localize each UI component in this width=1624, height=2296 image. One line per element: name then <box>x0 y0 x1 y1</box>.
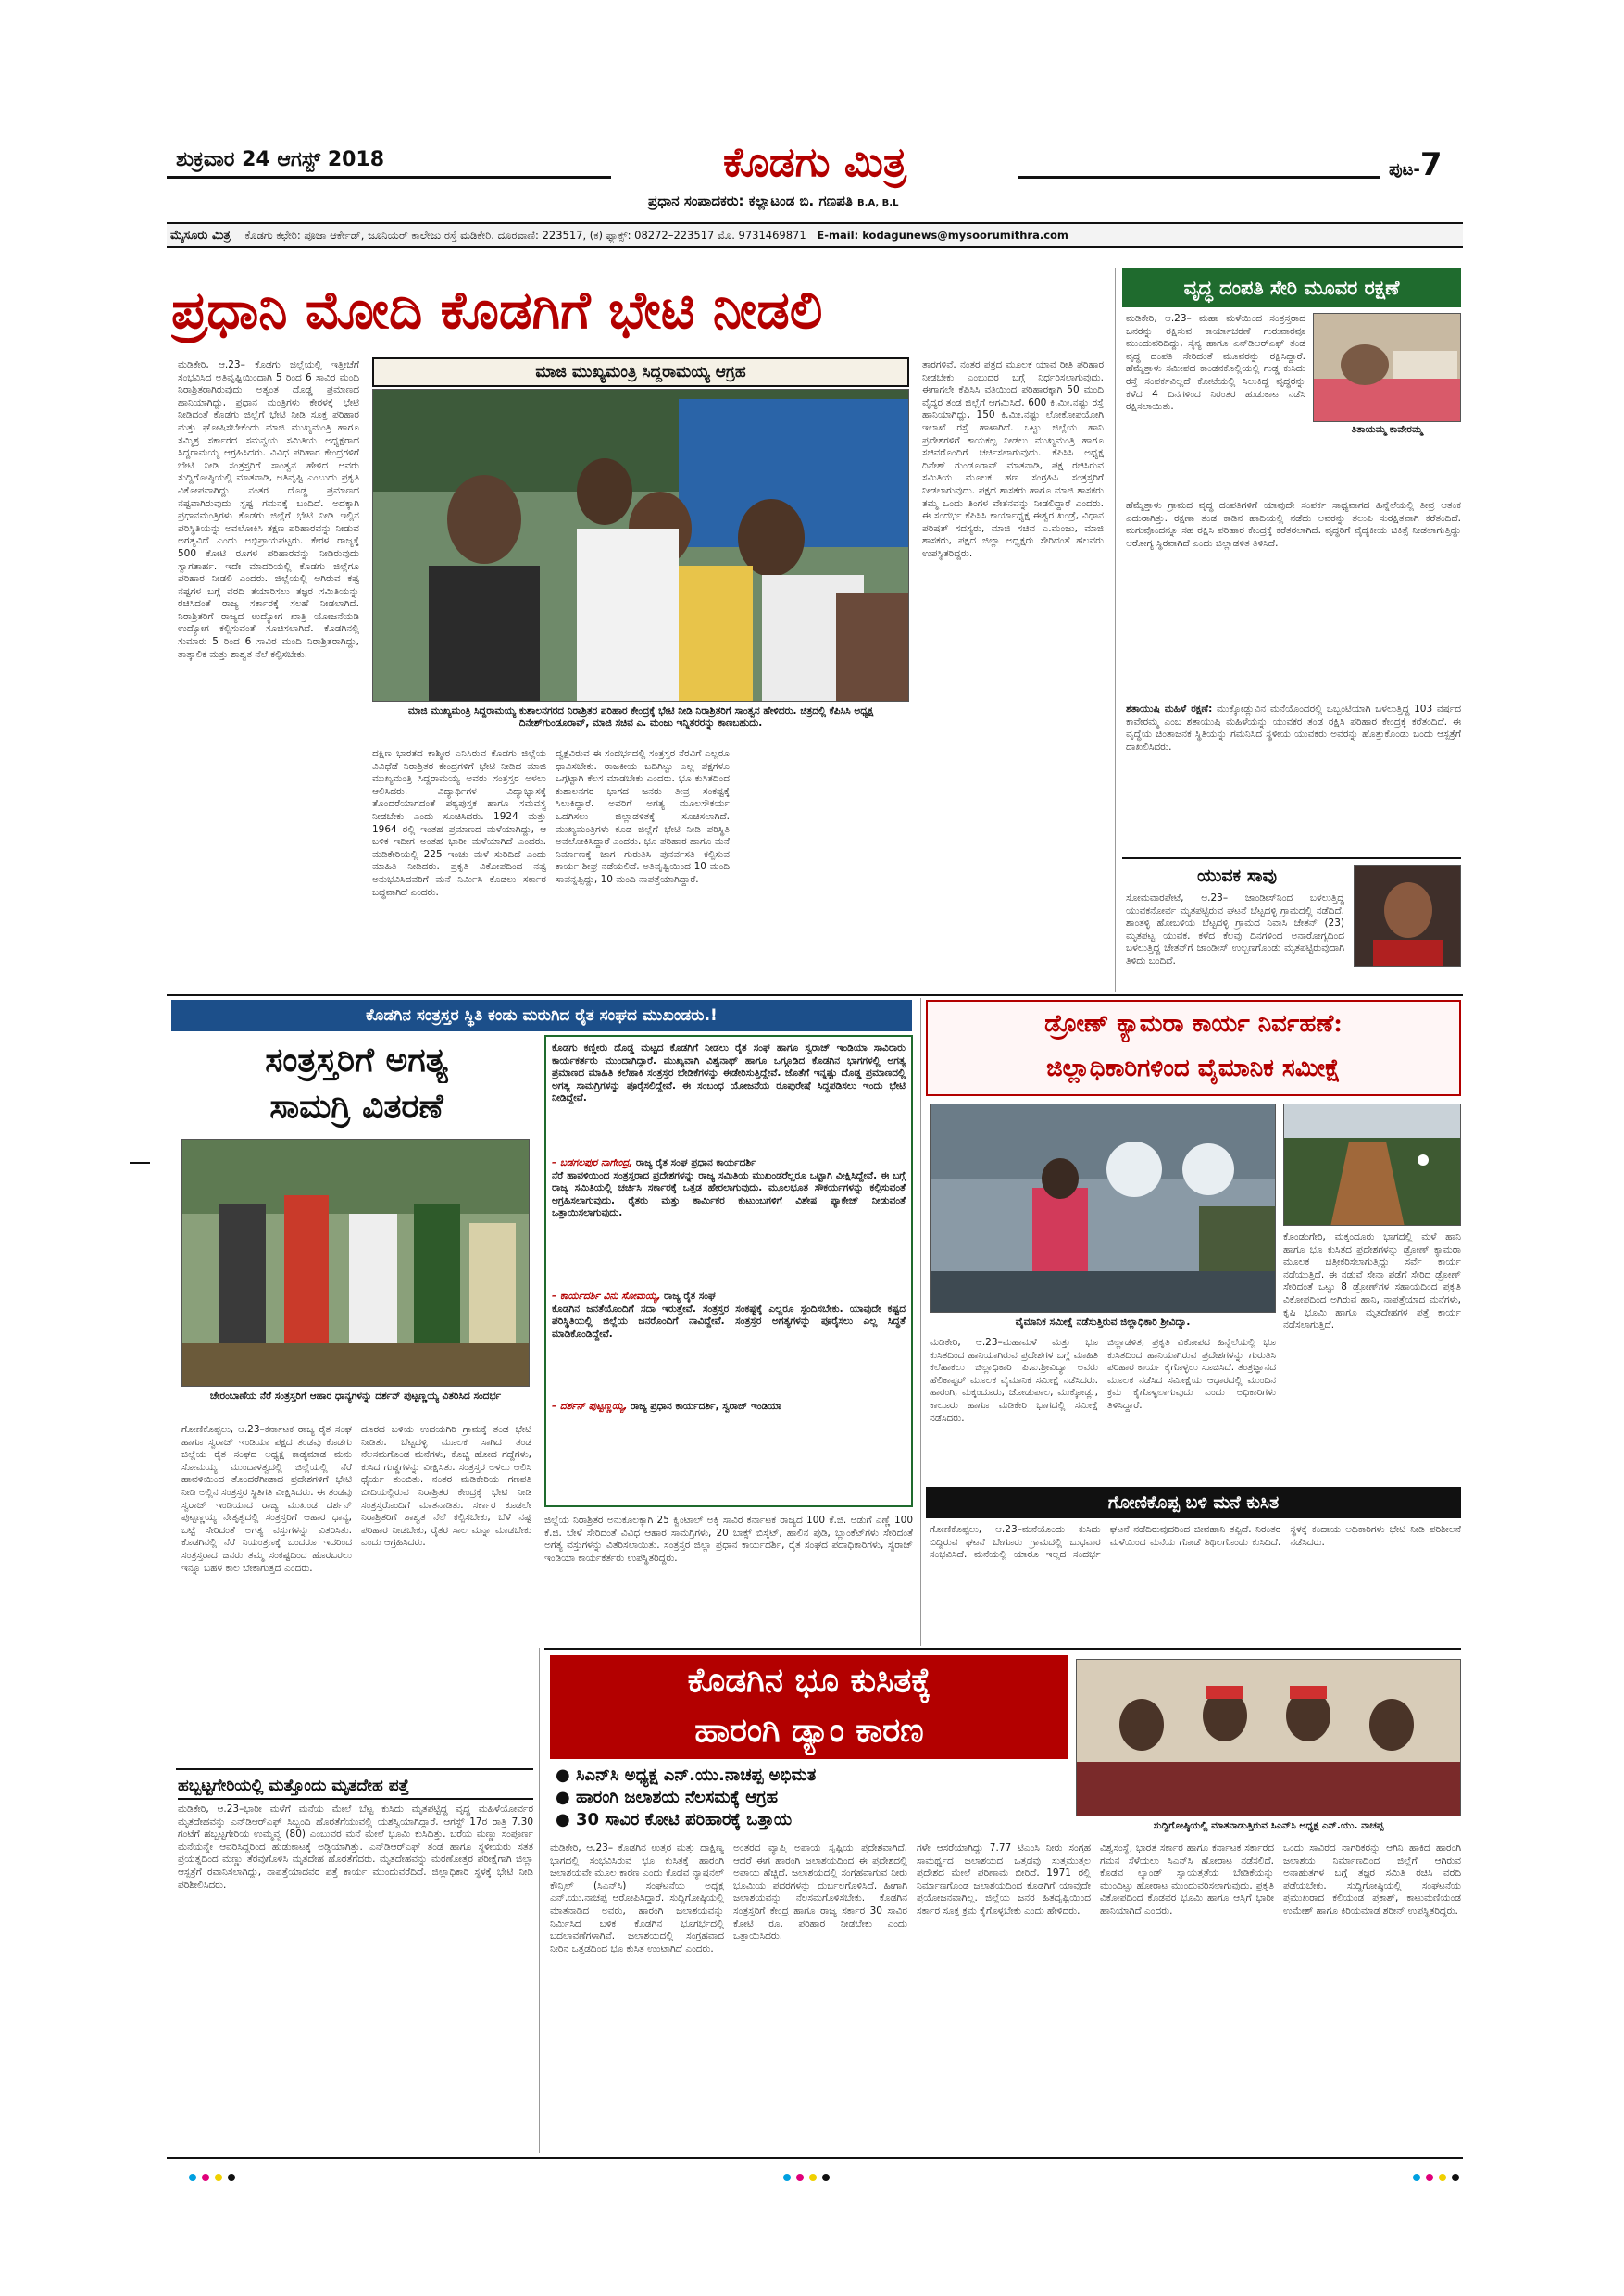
editor-line <box>648 193 898 209</box>
gonikoppa-text: ಗೋಣಿಕೊಪ್ಪಲು, ಆ.23–ಮನೆಯೊಂದು ಕುಸಿದು ಬಿದ್ದಿರುವ ಘಟನೆ ಬೇಗೂರು ಗ್ರಾಮದಲ್ಲಿ ಬುಧವಾರ ಸಂಭವಿಸಿದೆ. ಮನೆಯಲ್ಲಿ ಯಾರೂ ಇಲ್ಲದ ಸಂದರ್ಭ ಘಟನೆ ನಡೆದಿರುವುದರಿಂದ ಜೀವಹಾನಿ ತಪ್ಪಿದೆ. ನಿರಂತರ ಮಳೆಯಿಂದ ಮನೆಯ ಗೋಡೆ ಶಿಥಿಲಗೊಂಡು ಕುಸಿದಿದೆ. ಸ್ಥಳಕ್ಕೆ ಕಂದಾಯ ಅಧಿಕಾರಿಗಳು ಭೇಟಿ ನೀಡಿ ಪರಿಶೀಲನೆ ನಡೆಸಿದರು. <box>930 1524 1461 1561</box>
editor-degree: B.A, B.L <box>857 198 899 208</box>
quote-2-attrib <box>552 1291 906 1304</box>
margin-tick <box>130 1162 150 1164</box>
quote-2-role: ರಾಜ್ಯ ರೈತ ಸಂಘ <box>664 1291 716 1302</box>
quote-2-text: ಕೊಡಗಿನ ಜನತೆಯೊಂದಿಗೆ ಸದಾ ಇರುತ್ತೇವೆ. ಸಂತ್ರಸ್ತರ ಸಂಕಷ್ಟಕ್ಕೆ ಎಲ್ಲರೂ ಸ್ಪಂದಿಸಬೇಕು. ಯಾವುದೇ ಕಷ್ಟದ ಪರಿಸ್ಥಿತಿಯಲ್ಲಿ ಜಿಲ್ಲೆಯ ಜನರೊಂದಿಗೆ ನಾವಿದ್ದೇವೆ. ಸಂತ್ರಸ್ತರ ಅಗತ್ಯಗಳನ್ನು ಪೂರೈಸಲು ಎಲ್ಲ ಸಿದ್ಧತೆ ಮಾಡಿಕೊಂಡಿದ್ದೇವೆ. <box>552 1303 906 1340</box>
harangi-bullet-1: ● ಸಿಎನ್‌ಸಿ ಅಧ್ಯಕ್ಷ ಎನ್.ಯು.ನಾಚಪ್ಪ ಅಭಿಮತ <box>556 1766 817 1785</box>
divider-sub-story <box>176 1768 533 1770</box>
lead-photo-caption: ಮಾಜಿ ಮುಖ್ಯಮಂತ್ರಿ ಸಿದ್ದರಾಮಯ್ಯ ಕುಶಾಲನಗರದ ನಿರಾಶ್ರಿತರ ಪರಿಹಾರ ಕೇಂದ್ರಕ್ಕೆ ಭೇಟಿ ನೀಡಿ ನಿರಾಶ್ರಿತರಿಗೆ ಸಾಂತ್ವನ ಹೇಳಿದರು. ಚಿತ್ರದಲ್ಲಿ ಕೆಪಿಸಿಸಿ ಅಧ್ಯಕ್ಷ ದಿನೇಶ್‌ಗುಂಡೂರಾವ್, ಮಾಜಿ ಸಚಿವ ಎ. ಮಂಜು ಇನ್ನಿತರರನ್ನು ಕಾಣಬಹುದು. <box>407 705 874 729</box>
drone-headline-line1: ಡ್ರೋಣ್ ಕ್ಯಾಮರಾ ಕಾರ್ಯ ನಿರ್ವಹಣೆ: <box>1044 1010 1343 1038</box>
lead-column-4: ತಾರಗಳಿವೆ. ನಂತರ ಪತ್ರದ ಮೂಲಕ ಯಾವ ರೀತಿ ಪರಿಹಾರ ನೀಡಬೇಕು ಎಂಬುದರ ಬಗ್ಗೆ ನಿರ್ಧರಿಸಲಾಗುವುದು. ಈಗಾಗಲೇ ಕೆಪಿಸಿಸಿ ವತಿಯಿಂದ ಪರಿಹಾರಕ್ಕಾಗಿ 50 ಮಂದಿ ವೈದ್ಯರ ತಂಡ ಜಿಲ್ಲೆಗೆ ಆಗಮಿಸಿದೆ. 600 ಕಿ.ಮೀ.ನಷ್ಟು ರಸ್ತೆ ಹಾನಿಯಾಗಿದ್ದು, 150 ಕಿ.ಮೀ.ನಷ್ಟು ಲೋಕೋಪಯೋಗಿ ಇಲಾಖೆ ರಸ್ತೆ ಹಾಳಾಗಿದೆ. ಒಟ್ಟು ಜಿಲ್ಲೆಯ ಹಾನಿ ಪ್ರದೇಶಗಳಿಗೆ ಕಾಯಕಲ್ಪ ನೀಡಲು ಮುಖ್ಯಮಂತ್ರಿ ಹಾಗೂ ಸಚಿವರೊಂದಿಗೆ ಚರ್ಚಿಸಲಾಗುವುದು. ಕೆಪಿಸಿಸಿ ಅಧ್ಯಕ್ಷ ದಿನೇಶ್ ಗುಂಡೂರಾವ್ ಮಾತನಾಡಿ, ಪಕ್ಷ ರಚಿಸಿರುವ ಸಮಿತಿಯ ಮೂಲಕ ಹಣ ಸಂಗ್ರಹಿಸಿ ಸಂತ್ರಸ್ತರಿಗೆ ನೀಡಲಾಗುವುದು. ಪಕ್ಷದ ಶಾಸಕರು ಹಾಗೂ ಮಾಜಿ ಶಾಸಕರು ತಮ್ಮ ಒಂದು ತಿಂಗಳ ವೇತನವನ್ನು ನೀಡಲಿದ್ದಾರೆ ಎಂದರು. ಈ ಸಂದರ್ಭ ಕೆಪಿಸಿಸಿ ಕಾರ್ಯಾಧ್ಯಕ್ಷ ಈಶ್ವರ ಖಂಡ್ರೆ, ವಿಧಾನ ಪರಿಷತ್ ಸದಸ್ಯರು, ಮಾಜಿ ಸಚಿವ ಎ.ಮಂಜು, ಮಾಜಿ ಶಾಸಕರು, ಪಕ್ಷದ ಜಿಲ್ಲಾ ಅಧ್ಯಕ್ಷರು ಸೇರಿದಂತೆ ಹಲವರು ಉಪಸ್ಥಿತರಿದ್ದರು. <box>922 359 1104 559</box>
youth-death-headline: ಯುವಕ ಸಾವು <box>1196 866 1278 886</box>
color-registration-marks <box>185 2170 1463 2185</box>
issue-date: ಶುಕ್ರವಾರ 24 ಆಗಸ್ಟ್ 2018 <box>176 148 385 171</box>
elderly-photo-caption: ತಿತಾಯಮ್ಮ ಕಾವೇರಮ್ಮ <box>1351 424 1423 435</box>
harangi-col-5: ಒಂದು ಸಾವಿರದ ನಾಗರಿಕರನ್ನು ಆಗಿನಿ ಹಾಕಿದ ಹಾರಂಗಿ ಜಲಾಶಯ ನಿರ್ಮಾಣದಿಂದ ಜಿಲ್ಲೆಗೆ ಆಗಿರುವ ಅನಾಹುತಗಳ ಬಗ್ಗೆ ತಜ್ಞರ ಸಮಿತಿ ರಚಿಸಿ ವರದಿ ಪಡೆಯಬೇಕು. ಸುದ್ದಿಗೋಷ್ಠಿಯಲ್ಲಿ ಸಂಘಟನೆಯ ಪ್ರಮುಖರಾದ ಕಲಿಯಂಡ ಪ್ರಕಾಶ್, ಕಾಟುಮಣಿಯಂಡ ಉಮೇಶ್ ಹಾಗೂ ಕಿರಿಯಮಾಡ ಶರೀನ್ ಉಪಸ್ಥಿತರಿದ್ದರು. <box>1283 1842 1461 1916</box>
farmers-headline-line1: ಸಂತ್ರಸ್ತರಿಗೆ ಅಗತ್ಯ <box>265 1041 448 1079</box>
drone-body-left: ಮಡಿಕೇರಿ, ಆ.23–ಮಹಾಮಳೆ ಮತ್ತು ಭೂ ಕುಸಿತದಿಂದ ಹಾನಿಯಾಗಿರುವ ಪ್ರದೇಶಗಳ ಬಗ್ಗೆ ಮಾಹಿತಿ ಕಲೆಹಾಕಲು ಜಿಲ್ಲಾಧಿಕಾರಿ ಪಿ.ಐ.ಶ್ರೀವಿದ್ಯಾ ಅವರು ಹೆಲಿಕಾಪ್ಟರ್ ಮೂಲಕ ವೈಮಾನಿಕ ಸಮೀಕ್ಷೆ ನಡೆಸಿದರು. ಹಾರಂಗಿ, ಮಕ್ಕಂದೂರು, ಜೋಡುಪಾಲ, ಮುಕ್ಕೋಡ್ಲು, ಕಾಲೂರು ಹಾಗೂ ಮಡಿಕೇರಿ ಭಾಗದಲ್ಲಿ ಸಮೀಕ್ಷೆ ನಡೆಸಿದರು. <box>930 1337 1098 1424</box>
quote-1-name: – ಬಡಗಲಪುರ ನಾಗೇಂದ್ರ, <box>552 1157 633 1168</box>
lead-column-1: ಮಡಿಕೇರಿ, ಆ.23– ಕೊಡಗು ಜಿಲ್ಲೆಯಲ್ಲಿ ಇತ್ತೀಚೆಗೆ ಸಂಭವಿಸಿದ ಅತಿವೃಷ್ಟಿಯಿಂದಾಗಿ 5 ರಿಂದ 6 ಸಾವಿರ ಮಂದಿ ನಿರಾಶ್ರಿತರಾಗಿರುವುದು ಅತ್ಯಂತ ದೊಡ್ಡ ಪ್ರಮಾಣದ ಹಾನಿಯಾಗಿದ್ದು, ಪ್ರಧಾನ ಮಂತ್ರಿಗಳು ಕೇರಳಕ್ಕೆ ಭೇಟಿ ನೀಡಿದಂತೆ ಕೊಡಗು ಜಿಲ್ಲೆಗೆ ಭೇಟಿ ನೀಡಿ ಸೂಕ್ತ ಪರಿಹಾರ ಮತ್ತು ಘೋಷಿಸಬೇಕೆಂದು ಮಾಜಿ ಮುಖ್ಯಮಂತ್ರಿ ಹಾಗೂ ಸಮ್ಮಿಶ್ರ ಸರ್ಕಾರದ ಸಮನ್ವಯ ಸಮಿತಿಯ ಅಧ್ಯಕ್ಷರಾದ ಸಿದ್ದರಾಮಯ್ಯ ಆಗ್ರಹಿಸಿದರು. ವಿವಿಧ ಪರಿಹಾರ ಕೇಂದ್ರಗಳಿಗೆ ಭೇಟಿ ನೀಡಿ ಸಂತ್ರಸ್ತರಿಗೆ ಸಾಂತ್ವನ ಹೇಳಿದ ಅವರು ಸುದ್ದಿಗೋಷ್ಠಿಯಲ್ಲಿ ಮಾತನಾಡಿ, ಅತಿವೃಷ್ಟಿ ಎಂಬುದು ಪ್ರಕೃತಿ ವಿಕೋಪವಾಗಿದ್ದು ನಂತರ ದೊಡ್ಡ ಪ್ರಮಾಣದ ನಷ್ಟವಾಗಿರುವುದು ಸ್ಪಷ್ಟ ಗಮನಕ್ಕೆ ಬಂದಿದೆ. ಅದಕ್ಕಾಗಿ ಪ್ರಧಾನಮಂತ್ರಿಗಳು ಕೊಡಗು ಜಿಲ್ಲೆಗೆ ಭೇಟಿ ನೀಡಿ ಇಲ್ಲಿನ ಪರಿಸ್ಥಿತಿಯನ್ನು ಅವಲೋಕಿಸಿ ತಕ್ಷಣ ಪರಿಹಾರವನ್ನು ನೀಡುವ ಅಗತ್ಯವಿದೆ ಎಂದು ಅಭಿಪ್ರಾಯಪಟ್ಟರು. ಕೇರಳ ರಾಜ್ಯಕ್ಕೆ 500 ಕೋಟಿ ರೂಗಳ ಪರಿಹಾರವನ್ನು ನೀಡಿರುವುದು ಸ್ವಾಗತಾರ್ಹ. ಇದೇ ಮಾದರಿಯಲ್ಲಿ ಕೊಡಗು ಜಿಲ್ಲೆಗೂ ಪರಿಹಾರ ನೀಡಲಿ ಎಂದರು. ಜಿಲ್ಲೆಯಲ್ಲಿ ಆಗಿರುವ ಕಷ್ಟ ನಷ್ಟಗಳ ಬಗ್ಗೆ ವರದಿ ತಯಾರಿಸಲು ತಜ್ಞರ ಸಮಿತಿಯನ್ನು ರಚಿಸಿದಂತೆ ರಾಜ್ಯ ಸರ್ಕಾರಕ್ಕೆ ಸಲಹೆ ನೀಡಲಾಗಿದೆ. ನಿರಾಶ್ರಿತರಿಗೆ ರಾಜ್ಯದ ಉದ್ಯೋಗ ಖಾತ್ರಿ ಯೋಜನೆಯಡಿ ಉದ್ಯೋಗ ಕಲ್ಪಿಸುವಂತೆ ಸೂಚಿಸಲಾಗಿದೆ. ಕೊಡಗಿನಲ್ಲಿ ಸುಮಾರು 5 ರಿಂದ 6 ಸಾವಿರ ಮಂದಿ ನಿರಾಶ್ರಿತರಾಗಿದ್ದು, ತಾತ್ಕಾಲಿಕ ಮತ್ತು ಶಾಶ್ವತ ನೆಲೆ ಕಲ್ಪಿಸಬೇಕು. <box>178 359 359 660</box>
drone-headline-box <box>926 1000 1461 1096</box>
elderly-photo <box>1313 313 1461 422</box>
photo-crowd-image <box>373 390 909 702</box>
farmers-body-right: ಜಿಲ್ಲೆಯ ನಿರಾಶ್ರಿತರ ಅನುಕೂಲಕ್ಕಾಗಿ 25 ಕ್ವಿಂಟಾಲ್ ಅಕ್ಕಿ ಸಾವಿರ ಕರ್ನಾಟಕ ರಾಜ್ಯದ 100 ಕೆ.ಜಿ. ಅಡುಗೆ ಎಣ್ಣೆ 100 ಕೆ.ಜಿ. ಬೇಳೆ ಸೇರಿದಂತೆ ವಿವಿಧ ಆಹಾರ ಸಾಮಗ್ರಿಗಳು, 20 ಬಾಕ್ಸ್ ಬಿಸ್ಕೆಟ್, ಹಾಲಿನ ಪುಡಿ, ಬ್ಲಾಂಕೆಟ್‌ಗಳು ಸೇರಿದಂತೆ ಅಗತ್ಯ ವಸ್ತುಗಳನ್ನು ವಿತರಿಸಲಾಯಿತು. ಸಂತ್ರಸ್ತರ ಜಿಲ್ಲಾ ಪ್ರಧಾನ ಕಾರ್ಯದರ್ಶಿ, ರೈತ ಸಂಘದ ಪದಾಧಿಕಾರಿಗಳು, ಸ್ವರಾಜ್ ಇಂಡಿಯಾ ಕಾರ್ಯಕರ್ತರು ಉಪಸ್ಥಿತರಿದ್ದರು. <box>544 1515 913 1564</box>
divider-left-lower <box>539 1648 540 2152</box>
harangi-col-2: ಅಂತರದ ವ್ಯಾಪ್ತಿ ಅಪಾಯ ಸೃಷ್ಟಿಯ ಪ್ರದೇಶವಾಗಿದೆ. ಆದರೆ ಈಗ ಹಾರಂಗಿ ಜಲಾಶಯದಿಂದ ಈ ಪ್ರದೇಶದಲ್ಲಿ ಅಪಾಯ ಹೆಚ್ಚಿದೆ. ಜಲಾಶಯದಲ್ಲಿ ಸಂಗ್ರಹವಾಗುವ ನೀರು ಭೂಮಿಯ ಪದರಗಳನ್ನು ದುರ್ಬಲಗೊಳಿಸಿದೆ. ಹೀಗಾಗಿ ಜಲಾಶಯವನ್ನು ನೆಲಸಮಗೊಳಿಸಬೇಕು. ಕೊಡಗಿನ ಸಂತ್ರಸ್ತರಿಗೆ ಕೇಂದ್ರ ಹಾಗೂ ರಾಜ್ಯ ಸರ್ಕಾರ 30 ಸಾವಿರ ಕೋಟಿ ರೂ. ಪರಿಹಾರ ನೀಡಬೇಕು ಎಂದು ಒತ್ತಾಯಿಸಿದರು. <box>733 1842 907 1942</box>
farmers-intro: ಕೊಡಗು ಕಣ್ಣೀರು ದೊಡ್ಡ ಮಟ್ಟದ ಕೊಡಗಿಗೆ ನೀಡಲು ರೈತ ಸಂಘ ಹಾಗೂ ಸ್ವರಾಜ್ ಇಂಡಿಯಾ ಸಾವಿರಾರು ಕಾರ್ಯಕರ್ತರು ಮುಂದಾಗಿದ್ದಾರೆ. ಮುಖ್ಯವಾಗಿ ವಿಶ್ವನಾಥ್ ಹಾಗೂ ಒಗ್ಗೂಡಿದ ಕೊಡಗಿನ ಭಾಗಗಳಲ್ಲಿ ಅಗತ್ಯ ಪ್ರಮಾಣದ ಮಾಹಿತಿ ಕಲೆಹಾಕಿ ಸಂತ್ರಸ್ತರ ಬೇಡಿಕೆಗಳನ್ನು ಈಡೇರಿಸುತ್ತಿದ್ದೇವೆ. ಜೊತೆಗೆ ಇನ್ನಷ್ಟು ದೊಡ್ಡ ಪ್ರಮಾಣದಲ್ಲಿ ಅಗತ್ಯ ಸಾಮಗ್ರಿಗಳನ್ನು ಪೂರೈಸಲಿದ್ದೇವೆ. ಈ ಸಂಬಂಧ ಯೋಜನೆಯ ರೂಪುರೇಷೆ ಸಿದ್ಧಪಡಿಸಲು ಇಂದು ಭೇಟಿ ನೀಡಿದ್ದೇವೆ. <box>552 1042 906 1104</box>
photo-elderly-woman <box>1314 314 1461 422</box>
harangi-col-3: ಗಳೇ ಆಸರೆಯಾಗಿದ್ದು 7.77 ಟಿಎಂಸಿ ನೀರು ಸಂಗ್ರಹ ಸಾಮರ್ಥ್ಯದ ಜಲಾಶಯದ ಒತ್ತಡವು ಸುತ್ತಮುತ್ತಲ ಪ್ರದೇಶದ ಮೇಲೆ ಪರಿಣಾಮ ಬೀರಿದೆ. 1971 ರಲ್ಲಿ ನಿರ್ಮಾಣಗೊಂಡ ಜಲಾಶಯದಿಂದ ಕೊಡಗಿಗೆ ಯಾವುದೇ ಪ್ರಯೋಜನವಾಗಿಲ್ಲ. ಜಿಲ್ಲೆಯ ಜನರ ಹಿತದೃಷ್ಟಿಯಿಂದ ಸರ್ಕಾರ ಸೂಕ್ತ ಕ್ರಮ ಕೈಗೊಳ್ಳಬೇಕು ಎಂದು ಹೇಳಿದರು. <box>917 1842 1091 1916</box>
page-bottom-rule <box>167 2157 1463 2159</box>
page-label: ಪುಟ- <box>1389 160 1420 180</box>
harangi-bullet-list <box>556 1765 1074 1831</box>
farmers-photo <box>181 1139 530 1387</box>
masthead-right-rule <box>1018 176 1380 179</box>
quote-2-name: – ಕಾರ್ಯದರ್ಶಿ ವಿನು ಸೋಮಯ್ಯ, <box>552 1291 661 1302</box>
farmers-quote-box <box>544 1035 913 1507</box>
farmers-quote-2 <box>552 1291 906 1396</box>
photo-distribution-image <box>182 1140 530 1387</box>
page-number-box <box>1389 146 1443 183</box>
farmers-headline-line2: ಸಾಮಗ್ರಿ ವಿತರಣೆ <box>269 1087 443 1126</box>
sub-story-text: ಮಡಿಕೇರಿ, ಆ.23–ಭಾರೀ ಮಳೆಗೆ ಮನೆಯ ಮೇಲೆ ಬೆಟ್ಟ ಕುಸಿದು ಮೃತಪಟ್ಟಿದ್ದ ವೃದ್ಧ ಮಹಿಳೆಯೋರ್ವರ ಮೃತದೇಹವನ್ನು ಎನ್‌ಡಿಆರ್‌ಎಫ್ ಸಿಬ್ಬಂದಿ ಹೊರತೆಗೆಯುವಲ್ಲಿ ಯಶಸ್ವಿಯಾಗಿದ್ದಾರೆ. ಆಗಸ್ಟ್ 17ರ ರಾತ್ರಿ 7.30 ಗಂಟೆಗೆ ಹಬ್ಬಟ್ಟಗೇರಿಯ ಉಮ್ಮವ್ವ (80) ಎಂಬುವರ ಮನೆ ಮೇಲೆ ಭೂಮಿ ಕುಸಿದಿತ್ತು. ಬರೆಯ ಮಣ್ಣು ಸಂಪೂರ್ಣ ಮನೆಯನ್ನೇ ಆವರಿಸಿದ್ದರಿಂದ ಹುಡುಕಾಟಕ್ಕೆ ಅಡ್ಡಿಯಾಗಿತ್ತು. ಎನ್‌ಡಿಆರ್‌ಎಫ್ ತಂಡ ಹಾಗೂ ಸ್ಥಳೀಯರು ಸತತ ಪ್ರಯತ್ನದಿಂದ ಮಣ್ಣು ತೆರವುಗೊಳಿಸಿ ಮೃತದೇಹ ಹೊರತೆಗೆದರು. ಮೃತದೇಹವನ್ನು ಮರಣೋತ್ತರ ಪರೀಕ್ಷೆಗಾಗಿ ಜಿಲ್ಲಾ ಆಸ್ಪತ್ರೆಗೆ ರವಾನಿಸಲಾಗಿದ್ದು, ನಾಪತ್ತೆಯಾದವರ ಪತ್ತೆ ಕಾರ್ಯ ಮುಂದುವರೆದಿದೆ. ಜಿಲ್ಲಾಧಿಕಾರಿ ಸ್ಥಳಕ್ಕೆ ಭೇಟಿ ನೀಡಿ ಪರಿಶೀಲಿಸಿದರು. <box>178 1803 533 1890</box>
quote-1-text: ನೆರೆ ಹಾವಳಿಯಿಂದ ಸಂತ್ರಸ್ತರಾದ ಪ್ರದೇಶಗಳನ್ನು ರಾಜ್ಯ ಸಮಿತಿಯ ಮುಖಂಡರೆಲ್ಲರೂ ಒಟ್ಟಾಗಿ ವೀಕ್ಷಿಸಿದ್ದೇವೆ. ಈ ಬಗ್ಗೆ ರಾಜ್ಯ ಸಮಿತಿಯಲ್ಲಿ ಚರ್ಚಿಸಿ ಸರ್ಕಾರಕ್ಕೆ ಒತ್ತಡ ಹೇರಲಾಗುವುದು. ಮೂಲಭೂತ ಸೌಕರ್ಯಗಳನ್ನು ಕಲ್ಪಿಸುವಂತೆ ಆಗ್ರಹಿಸಲಾಗುವುದು. ರೈತರು ಮತ್ತು ಕಾರ್ಮಿಕರ ಕುಟುಂಬಗಳಿಗೆ ವಿಶೇಷ ಪ್ಯಾಕೇಜ್ ನೀಡುವಂತೆ ಒತ್ತಾಯಿಸಲಾಗುವುದು. <box>552 1169 906 1219</box>
photo-landslide-aerial <box>1284 1104 1461 1226</box>
divider-lower <box>544 1648 1461 1650</box>
elderly-subhead: ಶತಾಯುಷಿ ಮಹಿಳೆ ರಕ್ಷಣೆ: <box>1126 704 1213 715</box>
drone-photo <box>930 1104 1276 1313</box>
address-strip <box>167 222 1463 248</box>
quote-1-role: ರಾಜ್ಯ ರೈತ ಸಂಘ ಪ್ರಧಾನ ಕಾರ್ಯದರ್ಶಿ <box>635 1157 756 1168</box>
editor-name: ಪ್ರಧಾನ ಸಂಪಾದಕರು: ಕಲ್ಲಾಟಂಡ ಬಿ. ಗಣಪತಿ <box>648 193 853 209</box>
youth-death-text-a: ಸೋಮವಾರಪೇಟೆ, ಆ.23– ಜಾಂಡೀಸ್‌ನಿಂದ ಬಳಲುತ್ತಿದ್ದ ಯುವಕನೋರ್ವ ಮೃತಪಟ್ಟಿರುವ ಘಟನೆ ಬೆಟ್ಟದಳ್ಳಿ ಗ್ರಾಮದಲ್ಲಿ ನಡೆದಿದೆ. ಶಾಂತಳ್ಳಿ ಹೋಬಳಿಯ ಬೆಟ್ಟದಳ್ಳಿ ಗ್ರಾಮದ ನಿವಾಸಿ ಚೇತನ್ (23) ಮೃತಪಟ್ಟ ಯುವಕ. ಕಳೆದ ಕೆಲವು ದಿನಗಳಿಂದ ಅನಾರೋಗ್ಯದಿಂದ ಬಳಲುತ್ತಿದ್ದ ಚೇತನ್‌ಗೆ ಜಾಂಡೀಸ್ ಉಲ್ಬಣಗೊಂಡು ಮೃತಪಟ್ಟಿರುವುದಾಗಿ ತಿಳಿದು ಬಂದಿದೆ. <box>1126 892 1344 967</box>
page-number: 7 <box>1419 146 1443 183</box>
photo-helicopter-interior <box>931 1104 1276 1313</box>
photo-youth-portrait <box>1355 866 1461 967</box>
divider-mid <box>167 994 1463 996</box>
harangi-bullet-2: ● ಹಾರಂಗಿ ಜಲಾಶಯ ನೆಲಸಮಕ್ಕೆ ಆಗ್ರಹ <box>556 1788 779 1807</box>
harangi-bullet-3-text: 30 ಸಾವಿರ ಕೋಟಿ ಪರಿಹಾರಕ್ಕೆ ಒತ್ತಾಯ <box>575 1810 793 1829</box>
harangi-bullet-1-text: ಸಿಎನ್‌ಸಿ ಅಧ್ಯಕ್ಷ ಎನ್.ಯು.ನಾಚಪ್ಪ ಅಭಿಮತ <box>575 1766 817 1785</box>
harangi-photo <box>1076 1659 1461 1816</box>
divider-lead-right <box>1115 268 1116 992</box>
drone-side-text: ಕೊಂಡಂಗೇರಿ, ಮಕ್ಕಂದೂರು ಭಾಗದಲ್ಲಿ ಮಳೆ ಹಾನಿ ಹಾಗೂ ಭೂ ಕುಸಿತದ ಪ್ರದೇಶಗಳನ್ನು ಡ್ರೋಣ್ ಕ್ಯಾಮರಾ ಮೂಲಕ ಚಿತ್ರೀಕರಿಸಲಾಗುತ್ತಿದ್ದು ಸರ್ವೆ ಕಾರ್ಯ ನಡೆಯುತ್ತಿದೆ. ಈ ನಡುವೆ ಸೇನಾ ಪಡೆಗೆ ಸೇರಿದ ಡ್ರೋಣ್ ಸೇರಿದಂತೆ ಒಟ್ಟು 8 ಡ್ರೋಣ್‌ಗಳ ಸಹಾಯದಿಂದ ಪ್ರಕೃತಿ ವಿಕೋಪದಿಂದ ಅಗಿರುವ ಹಾನಿ, ನಾಪತ್ತೆಯಾದ ಮನೆಗಳು, ಕೃಷಿ ಭೂಮಿ ಹಾಗೂ ಮೃತದೇಹಗಳ ಪತ್ತೆ ಕಾರ್ಯ ನಡೆಸಲಾಗುತ್ತಿದೆ. <box>1283 1231 1461 1331</box>
farmers-body-left: ಗೋಣಿಕೊಪ್ಪಲು, ಆ.23–ಕರ್ನಾಟಕ ರಾಜ್ಯ ರೈತ ಸಂಘ ಹಾಗೂ ಸ್ವರಾಜ್ ಇಂಡಿಯಾ ಪಕ್ಷದ ತಂಡವು ಕೊಡಗು ಜಿಲ್ಲೆಯ ರೈತ ಸಂಘದ ಅಧ್ಯಕ್ಷ ಕಾಡ್ಯಮಾಡ ಮನು ಸೋಮಯ್ಯ ಮುಂದಾಳತ್ವದಲ್ಲಿ ಜಿಲ್ಲೆಯಲ್ಲಿ ನೆರೆ ಹಾವಳಿಯಿಂದ ತೊಂದರೆಗೀಡಾದ ಪ್ರದೇಶಗಳಿಗೆ ಭೇಟಿ ನೀಡಿ ಅಲ್ಲಿನ ಸಂತ್ರಸ್ತರ ಸ್ಥಿತಿಗತಿ ವೀಕ್ಷಿಸಿದರು. ಈ ತಂಡವು ಸ್ವರಾಜ್ ಇಂಡಿಯಾದ ರಾಜ್ಯ ಮುಖಂಡ ದರ್ಶನ್ ಪುಟ್ಟಣ್ಣಯ್ಯ ನೇತೃತ್ವದಲ್ಲಿ ಸಂತ್ರಸ್ತರಿಗೆ ಆಹಾರ ಧಾನ್ಯ, ಬಟ್ಟೆ ಸೇರಿದಂತೆ ಅಗತ್ಯ ವಸ್ತುಗಳನ್ನು ವಿತರಿಸಿತು. ಕೊಡಗಿನಲ್ಲಿ ನೆರೆ ನಿಯಂತ್ರಣಕ್ಕೆ ಬಂದರೂ ಇದರಿಂದ ಸಂತ್ರಸ್ತರಾದ ಜನರು ತಮ್ಮ ಸಂಕಷ್ಟದಿಂದ ಹೊರಬರಲು ಇನ್ನೂ ಬಹಳ ಕಾಲ ಬೇಕಾಗುತ್ತದೆ ಎಂದರು. <box>181 1424 352 1574</box>
strip-email: E-mail: kodagunews@mysoorumithra.com <box>817 229 1068 242</box>
lead-headline: ಪ್ರಧಾನಿ ಮೋದಿ ಕೊಡಗಿಗೆ ಭೇಟಿ ನೀಡಲಿ <box>171 280 823 341</box>
lead-column-2: ದಕ್ಷಿಣ ಭಾರತದ ಕಾಶ್ಮೀರ ಎನಿಸಿರುವ ಕೊಡಗು ಜಿಲ್ಲೆಯ ವಿವಿಧೆಡೆ ನಿರಾಶ್ರಿತರ ಕೇಂದ್ರಗಳಿಗೆ ಭೇಟಿ ನೀಡಿದ ಮಾಜಿ ಮುಖ್ಯಮಂತ್ರಿ ಸಿದ್ದರಾಮಯ್ಯ ಅವರು ಸಂತ್ರಸ್ತರ ಅಳಲು ಆಲಿಸಿದರು. ವಿದ್ಯಾರ್ಥಿಗಳ ವಿದ್ಯಾಭ್ಯಾಸಕ್ಕೆ ತೊಂದರೆಯಾಗದಂತೆ ಪಠ್ಯಪುಸ್ತಕ ಹಾಗೂ ಸಮವಸ್ತ್ರ ನೀಡಬೇಕು ಎಂದು ಸೂಚಿಸಿದರು. 1924 ಮತ್ತು 1964 ರಲ್ಲಿ ಇಂತಹ ಪ್ರಮಾಣದ ಮಳೆಯಾಗಿದ್ದು, ಆ ಬಳಿಕ ಇದೀಗ ಅಂತಹ ಭಾರೀ ಮಳೆಯಾಗಿದೆ ಎಂದರು. ಮಡಿಕೇರಿಯಲ್ಲಿ 225 ಇಂಚು ಮಳೆ ಸುರಿದಿದೆ ಎಂದು ಮಾಹಿತಿ ನೀಡಿದರು. ಪ್ರಕೃತಿ ವಿಕೋಪದಿಂದ ನಷ್ಟ ಅನುಭವಿಸಿದವರಿಗೆ ಮನೆ ನಿರ್ಮಿಸಿ ಕೊಡಲು ಸರ್ಕಾರ ಬದ್ಧವಾಗಿದೆ ಎಂದರು. <box>372 748 546 898</box>
elderly-rescue-text-b: ಹೆಮ್ಮೆತ್ತಾಳು ಗ್ರಾಮದ ವೃದ್ಧ ದಂಪತಿಗಳಿಗೆ ಯಾವುದೇ ಸಂಪರ್ಕ ಸಾಧ್ಯವಾಗದ ಹಿನ್ನೆಲೆಯಲ್ಲಿ ತೀವ್ರ ಆತಂಕ ಎದುರಾಗಿತ್ತು. ರಕ್ಷಣಾ ತಂಡ ಕಾಡಿನ ಹಾದಿಯಲ್ಲಿ ನಡೆದು ಅವರನ್ನು ತಲುಪಿ ಸುರಕ್ಷಿತವಾಗಿ ಕರೆತಂದಿದೆ. ಮಗುವೊಂದನ್ನೂ ಸಹ ರಕ್ಷಿಸಿ ಪರಿಹಾರ ಕೇಂದ್ರಕ್ಕೆ ಕರೆತರಲಾಗಿದೆ. ವೃದ್ಧರಿಗೆ ವೈದ್ಯಕೀಯ ಚಿಕಿತ್ಸೆ ನೀಡಲಾಗುತ್ತಿದ್ದು ಆರೋಗ್ಯ ಸ್ಥಿರವಾಗಿದೆ ಎಂದು ಜಿಲ್ಲಾಡಳಿತ ತಿಳಿಸಿದೆ. <box>1126 500 1461 549</box>
farmers-quote-1 <box>552 1157 906 1287</box>
strip-address: ಕೊಡಗು ಕಛೇರಿ: ಪೂಜಾ ಆರ್ಕೇಡ್, ಜೂನಿಯರ್ ಕಾಲೇಜು ರಸ್ತೆ ಮಡಿಕೇರಿ. ದೂರವಾಣಿ: 223517, (ಕ) ಫ್ಯಾಕ್ಸ್: 08272–223517 ಮೊ. 9731469871 <box>244 229 806 242</box>
lead-column-3: ದ್ವಕ್ಷವಿರುವ ಈ ಸಂದರ್ಭದಲ್ಲಿ ಸಂತ್ರಸ್ತರ ನೆರವಿಗೆ ಎಲ್ಲರೂ ಧಾವಿಸಬೇಕು. ರಾಜಕೀಯ ಬದಿಗಿಟ್ಟು ಎಲ್ಲ ಪಕ್ಷಗಳೂ ಒಗ್ಗಟ್ಟಾಗಿ ಕೆಲಸ ಮಾಡಬೇಕು ಎಂದರು. ಭೂ ಕುಸಿತದಿಂದ ಕುಶಾಲನಗರ ಭಾಗದ ಜನರು ತೀವ್ರ ಸಂಕಷ್ಟಕ್ಕೆ ಸಿಲುಕಿದ್ದಾರೆ. ಅವರಿಗೆ ಅಗತ್ಯ ಮೂಲಸೌಕರ್ಯ ಒದಗಿಸಲು ಜಿಲ್ಲಾಡಳಿತಕ್ಕೆ ಸೂಚಿಸಲಾಗಿದೆ. ಮುಖ್ಯಮಂತ್ರಿಗಳು ಕೂಡ ಜಿಲ್ಲೆಗೆ ಭೇಟಿ ನೀಡಿ ಪರಿಸ್ಥಿತಿ ಅವಲೋಕಿಸಿದ್ದಾರೆ ಎಂದರು. ಭೂ ಪರಿಹಾರ ಹಾಗೂ ಮನೆ ನಿರ್ಮಾಣಕ್ಕೆ ಜಾಗ ಗುರುತಿಸಿ ಪುನರ್ವಸತಿ ಕಲ್ಪಿಸುವ ಕಾರ್ಯ ಶೀಘ್ರ ನಡೆಯಲಿದೆ. ಅತಿವೃಷ್ಟಿಯಿಂದ 10 ಮಂದಿ ಸಾವನ್ನಪ್ಪಿದ್ದು, 10 ಮಂದಿ ನಾಪತ್ತೆಯಾಗಿದ್ದಾರೆ. <box>556 748 730 885</box>
farmers-banner: ಕೊಡಗಿನ ಸಂತ್ರಸ್ತರ ಸ್ಥಿತಿ ಕಂಡು ಮರುಗಿದ ರೈತ ಸಂಘದ ಮುಖಂಡರು.! <box>171 1000 912 1031</box>
elderly-rescue-text-c <box>1126 704 1461 852</box>
harangi-col-4: ವಿಶ್ವಸಂಸ್ಥೆ, ಭಾರತ ಸರ್ಕಾರ ಹಾಗೂ ಕರ್ನಾಟಕ ಸರ್ಕಾರದ ಗಮನ ಸೆಳೆಯಲು ಸಿಎನ್‌ಸಿ ಹೋರಾಟ ನಡೆಸಲಿದೆ. ಕೊಡವ ಲ್ಯಾಂಡ್ ಸ್ವಾಯತ್ತತೆಯ ಬೇಡಿಕೆಯನ್ನು ಮುಂದಿಟ್ಟು ಹೋರಾಟ ಮುಂದುವರಿಸಲಾಗುವುದು. ಪ್ರಕೃತಿ ವಿಕೋಪದಿಂದ ಕೊಡವರ ಭೂಮಿ ಹಾಗೂ ಆಸ್ತಿಗೆ ಭಾರೀ ಹಾನಿಯಾಗಿದೆ ಎಂದರು. <box>1100 1842 1274 1916</box>
quote-3-attrib <box>552 1400 906 1413</box>
elderly-rescue-text-a: ಮಡಿಕೇರಿ, ಆ.23– ಮಹಾ ಮಳೆಯಿಂದ ಸಂತ್ರಸ್ತರಾದ ಜನರನ್ನು ರಕ್ಷಿಸುವ ಕಾರ್ಯಾಚರಣೆ ಗುರುವಾರವೂ ಮುಂದುವರಿದಿದ್ದು, ಸೈನ್ಯ ಹಾಗೂ ಎನ್‌ಡಿಆರ್‌ಎಫ್ ತಂಡ ವೃದ್ಧ ದಂಪತಿ ಸೇರಿದಂತೆ ಮೂವರನ್ನು ರಕ್ಷಿಸಿದ್ದಾರೆ. ಹೆಮ್ಮೆತ್ತಾಳು ಸಮೀಪದ ಕಾಂಡನಕೊಲ್ಲಿಯಲ್ಲಿ ಗುಡ್ಡ ಕುಸಿದು ರಸ್ತೆ ಸಂಪರ್ಕವಿಲ್ಲದೆ ಕೋಟೆಯಲ್ಲಿ ಸಿಲುಕಿದ್ದ ವೃದ್ಧರನ್ನು ಕಳೆದ 4 ದಿನಗಳಿಂದ ನಿರಂತರ ಹುಡುಕಾಟ ನಡೆಸಿ ರಕ್ಷಿಸಲಾಯಿತು. <box>1126 313 1305 413</box>
divider-right-top <box>1122 857 1461 859</box>
strip-brand: ಮೈಸೂರು ಮಿತ್ರ <box>170 229 231 243</box>
harangi-headline-line1: ಕೊಡಗಿನ ಭೂ ಕುಸಿತಕ್ಕೆ <box>687 1661 931 1700</box>
harangi-headline-box <box>550 1655 1068 1759</box>
quote-3-role: ರಾಜ್ಯ ಪ್ರಧಾನ ಕಾರ್ಯದರ್ಶಿ, ಸ್ವರಾಜ್ ಇಂಡಿಯಾ <box>630 1401 782 1412</box>
lead-kicker: ಮಾಜಿ ಮುಖ್ಯಮಂತ್ರಿ ಸಿದ್ದರಾಮಯ್ಯ ಆಗ್ರಹ <box>372 357 909 387</box>
youth-photo <box>1354 865 1461 967</box>
harangi-bullet-3: ● 30 ಸಾವಿರ ಕೋಟಿ ಪರಿಹಾರಕ್ಕೆ ಒತ್ತಾಯ <box>556 1810 793 1829</box>
drone-photo-caption: ವೈಮಾನಿಕ ಸಮೀಕ್ಷೆ ನಡೆಸುತ್ತಿರುವ ಜಿಲ್ಲಾಧಿಕಾರಿ ಶ್ರೀವಿದ್ಯಾ. <box>1015 1316 1191 1328</box>
harangi-photo-caption: ಸುದ್ದಿಗೋಷ್ಠಿಯಲ್ಲಿ ಮಾತನಾಡುತ್ತಿರುವ ಸಿಎನ್‌ಸಿ ಅಧ್ಯಕ್ಷ ಎನ್.ಯು. ನಾಚಪ್ಪ <box>1153 1820 1384 1831</box>
landslide-photo <box>1283 1104 1461 1226</box>
farmers-body-mid: ದೂರದ ಬಳಿಯ ಉದಯಗಿರಿ ಗ್ರಾಮಕ್ಕೆ ತಂಡ ಭೇಟಿ ನೀಡಿತು. ಬೆಟ್ಟದಳ್ಳಿ ಮೂಲಕ ಸಾಗಿದ ತಂಡ ನೆಲಸಮಗೊಂಡ ಮನೆಗಳು, ಕೊಚ್ಚಿ ಹೋದ ಗದ್ದೆಗಳು, ಕುಸಿದ ಗುಡ್ಡಗಳನ್ನು ವೀಕ್ಷಿಸಿತು. ಸಂತ್ರಸ್ತರ ಅಳಲು ಆಲಿಸಿ ಧೈರ್ಯ ತುಂಬಿತು. ನಂತರ ಮಡಿಕೇರಿಯ ಗಣಪತಿ ಬೀದಿಯಲ್ಲಿರುವ ನಿರಾಶ್ರಿತರ ಕೇಂದ್ರಕ್ಕೆ ಭೇಟಿ ನೀಡಿ ಸಂತ್ರಸ್ತರೊಂದಿಗೆ ಮಾತನಾಡಿತು. ಸರ್ಕಾರ ಕೂಡಲೇ ನಿರಾಶ್ರಿತರಿಗೆ ಶಾಶ್ವತ ನೆಲೆ ಕಲ್ಪಿಸಬೇಕು, ಬೆಳೆ ನಷ್ಟ ಪರಿಹಾರ ನೀಡಬೇಕು, ರೈತರ ಸಾಲ ಮನ್ನಾ ಮಾಡಬೇಕು ಎಂದು ಆಗ್ರಹಿಸಿದರು. <box>361 1424 531 1549</box>
harangi-headline-line2: ಹಾರಂಗಿ ಡ್ಯಾಂ ಕಾರಣ <box>694 1711 924 1750</box>
harangi-bullet-2-text: ಹಾರಂಗಿ ಜಲಾಶಯ ನೆಲಸಮಕ್ಕೆ ಆಗ್ರಹ <box>575 1788 779 1807</box>
harangi-col-1: ಮಡಿಕೇರಿ, ಆ.23– ಕೊಡಗಿನ ಉತ್ತರ ಮತ್ತು ದಾಕ್ಷಿಣ್ಯ ಭಾಗದಲ್ಲಿ ಸಂಭವಿಸಿರುವ ಭೂ ಕುಸಿತಕ್ಕೆ ಹಾರಂಗಿ ಜಲಾಶಯವೇ ಮೂಲ ಕಾರಣ ಎಂದು ಕೊಡವ ನ್ಯಾಷನಲ್ ಕೌನ್ಸಿಲ್ (ಸಿಎನ್‌ಸಿ) ಸಂಘಟನೆಯ ಅಧ್ಯಕ್ಷ ಎನ್.ಯು.ನಾಚಪ್ಪ ಆರೋಪಿಸಿದ್ದಾರೆ. ಸುದ್ದಿಗೋಷ್ಠಿಯಲ್ಲಿ ಮಾತನಾಡಿದ ಅವರು, ಹಾರಂಗಿ ಜಲಾಶಯವನ್ನು ನಿರ್ಮಿಸಿದ ಬಳಿಕ ಕೊಡಗಿನ ಭೂಗರ್ಭದಲ್ಲಿ ಬದಲಾವಣೆಗಳಾಗಿವೆ. ಜಲಾಶಯದಲ್ಲಿ ಸಂಗ್ರಹವಾದ ನೀರಿನ ಒತ್ತಡದಿಂದ ಭೂ ಕುಸಿತ ಉಂಟಾಗಿದೆ ಎಂದರು. <box>550 1842 724 1954</box>
paper-logo: ಕೊಡಗು ಮಿತ್ರ <box>722 139 906 186</box>
drone-body-right: ಜಿಲ್ಲಾಡಳಿತ, ಪ್ರಕೃತಿ ವಿಕೋಪದ ಹಿನ್ನೆಲೆಯಲ್ಲಿ ಭೂ ಕುಸಿತದಿಂದ ಹಾನಿಯಾಗಿರುವ ಪ್ರದೇಶಗಳನ್ನು ಗುರುತಿಸಿ ಪರಿಹಾರ ಕಾರ್ಯ ಕೈಗೊಳ್ಳಲು ಸೂಚಿಸಿದೆ. ತಂತ್ರಜ್ಞಾನದ ಮೂಲಕ ನಡೆಸಿದ ಸಮೀಕ್ಷೆಯ ಆಧಾರದಲ್ಲಿ ಮುಂದಿನ ಕ್ರಮ ಕೈಗೊಳ್ಳಲಾಗುವುದು ಎಂದು ಅಧಿಕಾರಿಗಳು ತಿಳಿಸಿದ್ದಾರೆ. <box>1107 1337 1276 1411</box>
divider-farmers-right <box>920 998 921 1646</box>
drone-headline-line2: ಜಿಲ್ಲಾಧಿಕಾರಿಗಳಿಂದ ವೈಮಾನಿಕ ಸಮೀಕ್ಷೆ <box>1046 1054 1341 1082</box>
masthead-left-rule <box>167 176 611 179</box>
photo-press-meet <box>1077 1660 1461 1816</box>
gonikoppa-headline: ಗೋಣಿಕೊಪ್ಪ ಬಳಿ ಮನೆ ಕುಸಿತ <box>926 1487 1461 1518</box>
quote-1-attrib <box>552 1157 906 1170</box>
lead-photo <box>372 389 909 702</box>
elderly-rescue-text-c-body: ಮುಕ್ಕೋಡ್ಲುವಿನ ಮನೆಯೊಂದರಲ್ಲಿ ಒಬ್ಬಂಟಿಯಾಗಿ ಬಳಲುತ್ತಿದ್ದ 103 ವರ್ಷದ ಕಾವೇರಮ್ಮ ಎಂಬ ಶತಾಯುಷಿ ಮಹಿಳೆಯನ್ನು ಯುವಕರ ತಂಡ ರಕ್ಷಿಸಿ ಪರಿಹಾರ ಕೇಂದ್ರಕ್ಕೆ ಕರೆತಂದಿದೆ. ಈ ವೃದ್ಧೆಯ ಚಿಂತಾಜನಕ ಸ್ಥಿತಿಯನ್ನು ಗಮನಿಸಿದ ಸ್ಥಳೀಯ ಯುವಕರು ಅವರನ್ನು ಹೊತ್ತುಕೊಂಡು ಬಂದು ಆಸ್ಪತ್ರೆಗೆ ದಾಖಲಿಸಿದರು. <box>1126 704 1461 753</box>
farmers-photo-caption: ಚೇರಂಬಾಣೆಯ ನೆರೆ ಸಂತ್ರಸ್ತರಿಗೆ ಆಹಾರ ಧಾನ್ಯಗಳನ್ನು ದರ್ಶನ್ ಪುಟ್ಟಣ್ಣಯ್ಯ ವಿತರಿಸಿದ ಸಂದರ್ಭ <box>209 1391 502 1402</box>
elderly-rescue-headline: ವೃದ್ಧ ದಂಪತಿ ಸೇರಿ ಮೂವರ ರಕ್ಷಣೆ <box>1122 268 1461 307</box>
quote-3-name: – ದರ್ಶನ್ ಪುಟ್ಟಣ್ಣಯ್ಯ, <box>552 1401 628 1412</box>
registration-dots-icon <box>185 2170 1463 2185</box>
sub-story-headline: ಹಬ್ಬಟ್ಟಗೇರಿಯಲ್ಲಿ ಮತ್ತೊಂದು ಮೃತದೇಹ ಪತ್ತೆ <box>178 1774 533 1800</box>
